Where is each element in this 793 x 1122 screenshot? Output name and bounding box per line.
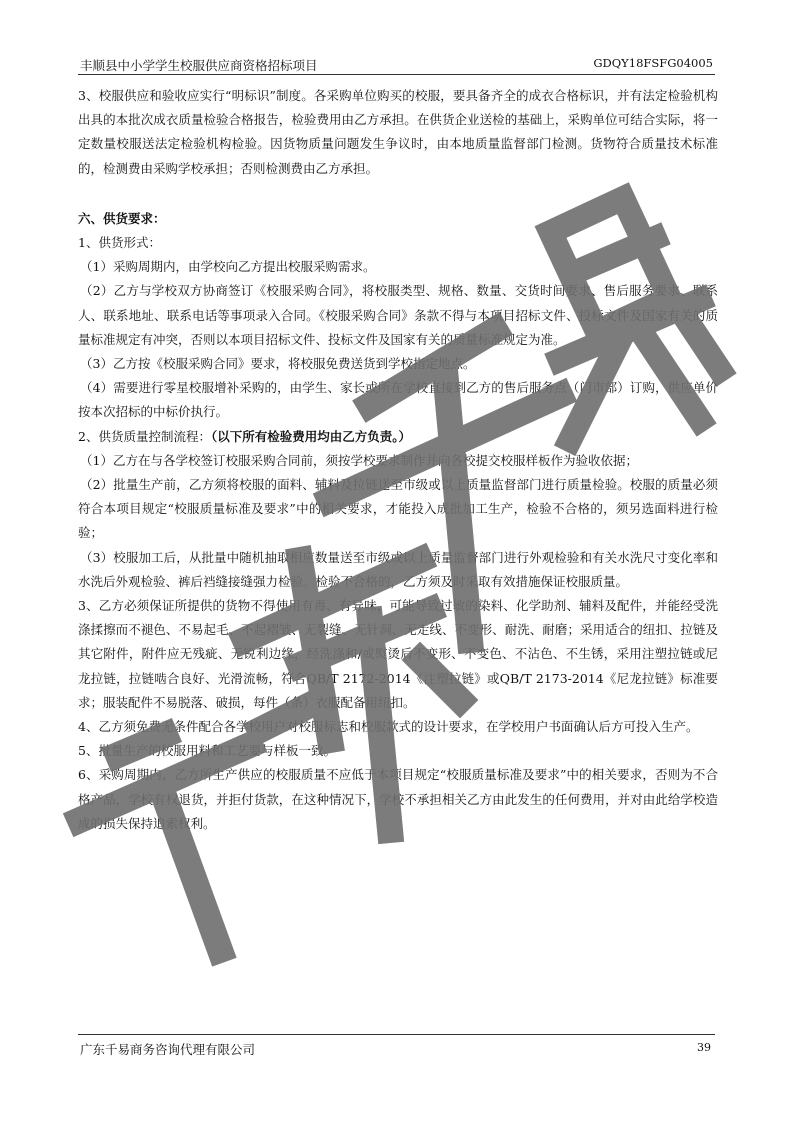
footer-company: 广东千易商务咨询代理有限公司 [80,1042,256,1057]
item-4-design: 4、乙方须免费无条件配合各学校用户对校服标志和校服款式的设计要求，在学校用户书面确认后方可投入生产。 [78,719,699,735]
quality-control-lead: 2、供货质量控制流程： [78,428,211,444]
item-2-1: （1）乙方在与各学校签订校服采购合同前，须按学校要求制作并向各校提交校服样板作为验收依据； [80,452,638,468]
subheading-quality-control [78,425,718,449]
section-heading-supply: 六、供货要求： [78,210,166,226]
page-header [78,56,715,75]
item-2-2: （2）批量生产前，乙方须将校服的面料、辅料及拉链送至市级或以上质量监督部门进行质量检验。校服的质量必须符合本项目规定“校服质量标准及要求”中的相关要求，才能投入成批加工生产，检验不合格的，须另选面料进行检验； [78,477,718,541]
item-5-consistency: 5、批量生产的校服用料和工艺要与样板一致。 [78,743,336,759]
item-1-2: （2）乙方与学校双方协商签订《校服采购合同》，将校服类型、规格、数量、交货时间要求、售后服务要求、联系人、联系地址、联系电话等事项录入合同。《校服采购合同》条款不得与本项目招标文件、投标文件及国家有关的质量标准规定有冲突，否则以本项目招标文件、投标文件及国家有关的质量标准规定为准。 [78,283,718,347]
item-2-3: （3）校服加工后，从批量中随机抽取相应数量送至市级或以上质量监督部门进行外观检验和有关水洗尺寸变化率和水洗后外观检验、裤后裆缝接缝强力检验。检验不合格的，乙方须及时采取有效措施保证校服质量。 [78,549,718,589]
document-body [78,84,718,836]
paragraph-labeling: 3、校服供应和验收应实行“明标识”制度。各采购单位购买的校服，要具备齐全的成衣合格标识，并有法定检验机构出具的本批次成衣质量检验合格报告，检验费用由乙方承担。在供货企业送检的基础上，采购单位可结合实际，将一定数量校服送法定检验机构检验。因货物质量问题发生争议时，由本地质量监督部门检测。货物符合质量技术标准的，检测费由采购学校承担；否则检测费由乙方承担。 [78,88,718,176]
quality-control-note: （以下所有检验费用均由乙方负责。） [210,428,411,444]
item-3-materials: 3、乙方必须保证所提供的货物不得使用有毒、有异味，可能导致过敏的染料、化学助剂、辅料及配件，并能经受洗涤揉擦而不褪色、不易起毛、不起褶皱、无裂缝、无针洞、无走线、不变形、耐洗、耐磨；采用适合的纽扣、拉链及其它附件，附件应无残疵、无锐利边缘，经洗涤和/或熨烫后不变形、不变色、不沾色、不生锈，采用注塑拉链或尼龙拉链，拉链啮合良好、光滑流畅，符合QB/T 2172-2014《注塑拉链》或QB/T 2173-2014《尼龙拉链》标准要求；服装配件不易脱落、破损，每件（条）衣服配备用纽扣。 [78,598,718,710]
item-1-1: （1）采购周期内，由学校向乙方提出校服采购需求。 [80,259,376,275]
page-number: 39 [697,1041,711,1054]
header-project-code: GDQY18FSFG04005 [593,56,713,70]
header-title: 丰顺县中小学学生校服供应商资格招标项目 [80,58,318,73]
item-6-quality: 6、采购周期内，乙方所生产供应的校服质量不应低于本项目规定“校服质量标准及要求”中的相关要求，否则为不合格产品，学校有权退货，并拒付货款，在这种情况下，学校不承担相关乙方由此发生的任何费用，并对由此给学校造成的损失保持追索权利。 [78,767,718,831]
item-1-4: （4）需要进行零星校服增补采购的，由学生、家长或所在学校直接到乙方的售后服务点（门市部）订购，供应单价按本次招标的中标价执行。 [78,380,718,420]
subheading-supply-form: 1、供货形式： [78,235,161,251]
page-footer [78,1034,715,1059]
item-1-3: （3）乙方按《校服采购合同》要求，将校服免费送货到学校指定地点。 [80,356,476,372]
